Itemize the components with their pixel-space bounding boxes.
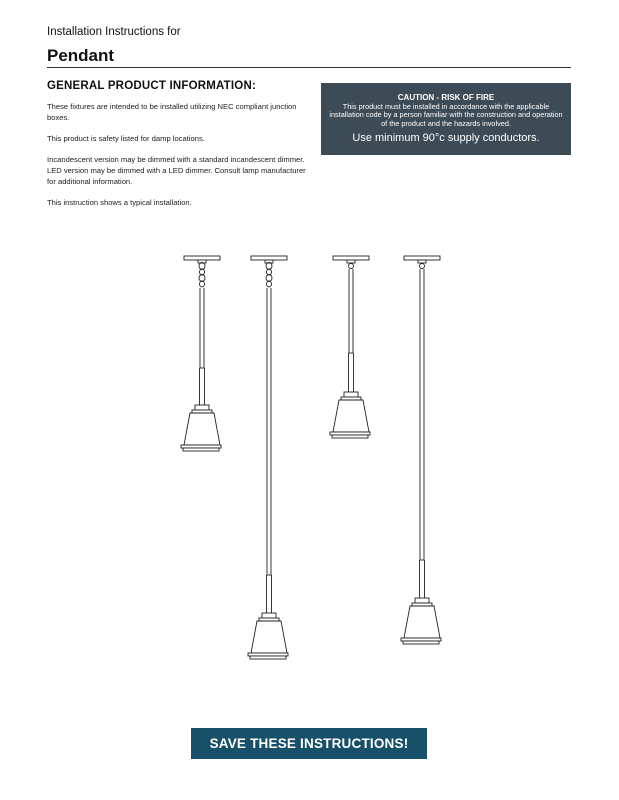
general-info-heading: GENERAL PRODUCT INFORMATION: bbox=[47, 80, 256, 92]
caution-box bbox=[321, 83, 571, 155]
pendant-long-stem bbox=[401, 256, 441, 644]
info-paragraph-junction: These fixtures are intended to be installed utilizing NEC compliant junction boxes. bbox=[47, 102, 297, 122]
pendant-long-chain bbox=[248, 256, 288, 659]
header-divider bbox=[47, 67, 571, 68]
info-paragraph-dimming: Incandescent version may be dimmed with a standard incandescent dimmer. LED version may be dimmed with a LED dimmer. Consult lamp manufacturer for additional information. bbox=[47, 155, 306, 186]
info-paragraph-typical: This instruction shows a typical installation. bbox=[47, 198, 192, 207]
pendant-illustration bbox=[0, 245, 619, 665]
header-kicker: Installation Instructions for bbox=[47, 26, 181, 38]
pendant-short-stem bbox=[330, 256, 370, 438]
info-paragraph-damp: This product is safety listed for damp locations. bbox=[47, 134, 205, 143]
save-instructions-banner: SAVE THESE INSTRUCTIONS! bbox=[191, 728, 427, 759]
general-info-section bbox=[47, 80, 312, 218]
pendant-short-chain bbox=[181, 256, 221, 451]
caution-emphasis: Use minimum 90°c supply conductors. bbox=[352, 132, 540, 145]
caution-title: CAUTION - RISK OF FIRE bbox=[397, 93, 495, 102]
caution-body: This product must be installed in accordance with the applicable installation code by a person familiar with the construction and operation of the product and the hazards involved. bbox=[329, 102, 563, 128]
page-title: Pendant bbox=[47, 46, 115, 65]
